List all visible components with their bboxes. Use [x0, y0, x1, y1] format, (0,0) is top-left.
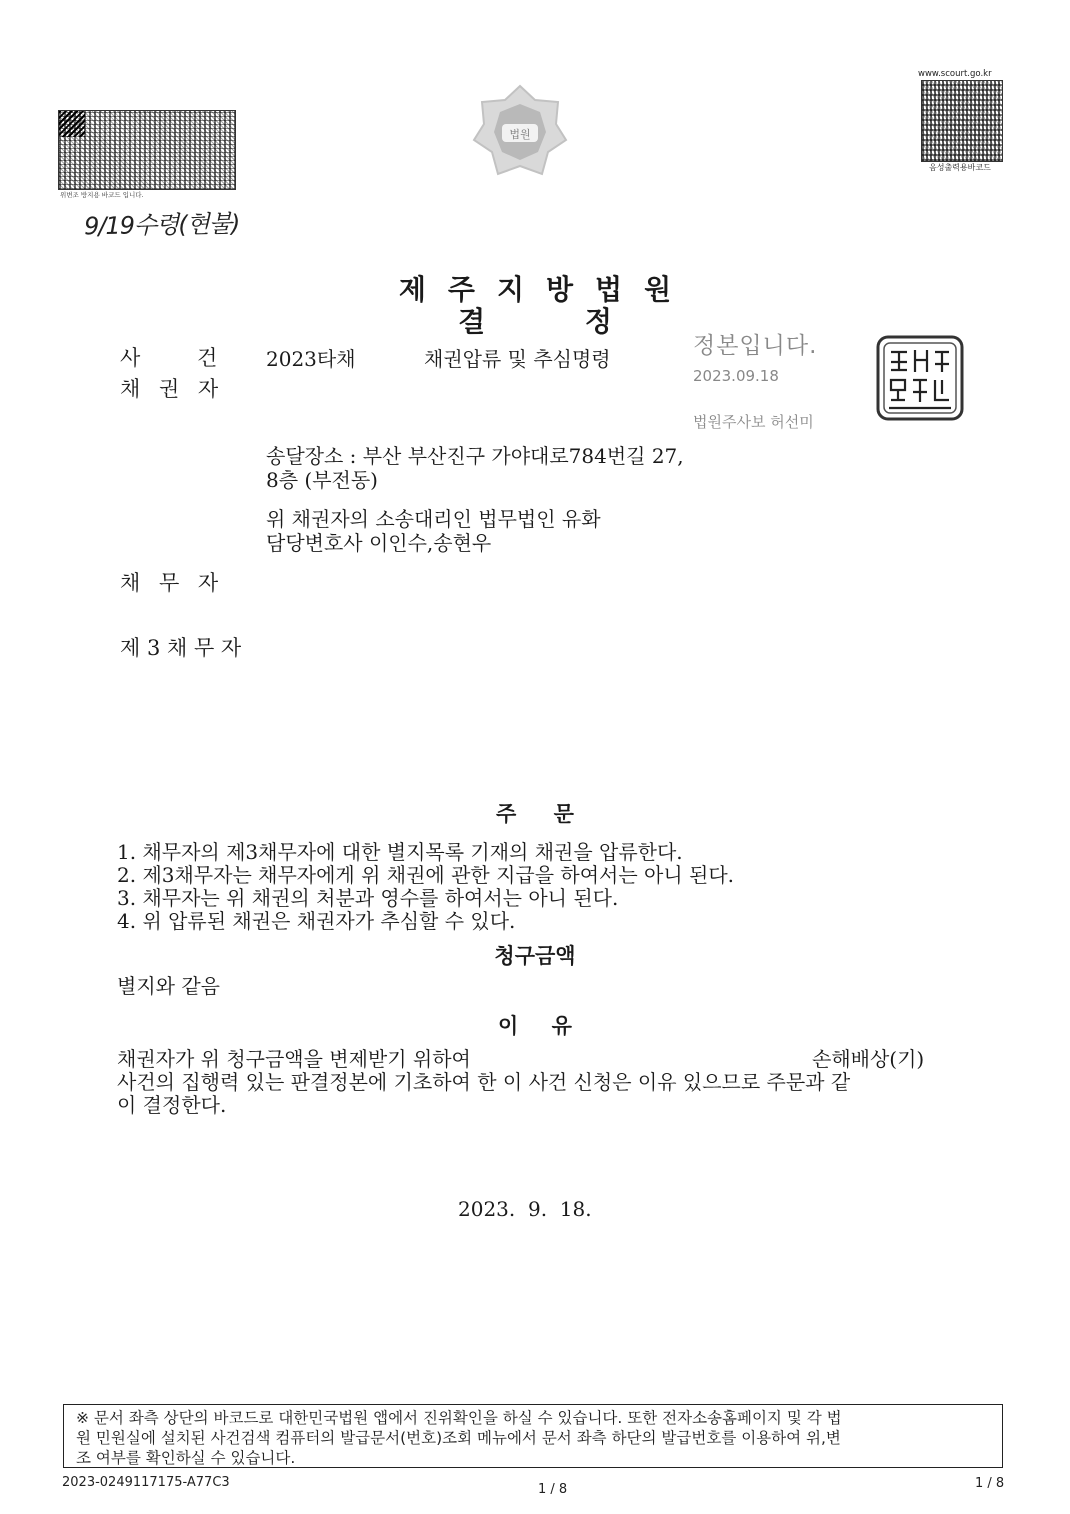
order-item-2: 2. 제3채무자는 채무자에게 위 채권에 관한 지급을 하여서는 아니 된다.: [117, 863, 735, 887]
order-heading: 주 문: [496, 802, 574, 826]
certified-copy-text: 정본입니다.: [693, 333, 818, 359]
emblem-label: 법원: [509, 128, 531, 141]
third-debtor-label: 제 3 채 무 자: [120, 636, 242, 660]
case-label: 사 건: [120, 346, 218, 370]
order-item-1: 1. 채무자의 제3채무자에 대한 별지목록 기재의 채권을 압류한다.: [117, 840, 683, 864]
service-address-line1: 송달장소 : 부산 부산진구 가야대로784번길 27,: [266, 444, 684, 468]
case-name: 채권압류 및 추심명령: [424, 347, 611, 371]
case-number: 2023타채: [266, 347, 356, 371]
order-item-3: 3. 채무자는 위 채권의 처분과 영수를 하여서는 아니 된다.: [117, 886, 619, 910]
page-number-right: 1 / 8: [975, 1476, 1005, 1491]
certification-date: 2023.09.18: [693, 367, 779, 385]
order-item-4: 4. 위 압류된 채권은 채권자가 추심할 수 있다.: [117, 909, 516, 933]
claim-heading: 청구금액: [494, 944, 576, 968]
notice-line1: ※ 문서 좌측 상단의 바코드로 대한민국법원 앱에서 진위확인을 하실 수 있습니다. 또한 전자소송홈페이지 및 각 법: [76, 1409, 842, 1427]
legal-agent-line2: 담당변호사 이인수,송현우: [266, 531, 492, 555]
legal-agent-line1: 위 채권자의 소송대리인 법무법인 유화: [266, 507, 601, 531]
document-type: 결 정: [458, 305, 612, 338]
notice-line3: 조 여부를 확인하실 수 있습니다.: [76, 1449, 296, 1467]
claim-text: 별지와 같음: [117, 974, 220, 998]
court-clerk: 법원주사보 허선미: [693, 413, 814, 431]
page-number-center: 1 / 8: [538, 1482, 568, 1497]
qr-url: www.scourt.go.kr: [918, 69, 992, 79]
official-seal-icon: [875, 334, 965, 422]
reason-heading: 이 유: [498, 1014, 572, 1038]
handwritten-note: 9/19수령(현불): [83, 209, 240, 241]
court-emblem-icon: [470, 82, 570, 182]
decision-date: 2023. 9. 18.: [458, 1197, 592, 1221]
voice-output-barcode: [921, 80, 1003, 162]
reason-line2: 사건의 집행력 있는 판결정본에 기초하여 한 이 사건 신청은 이유 있으므로 주문과 같: [117, 1070, 851, 1094]
qr-caption: 음성출력용바코드: [929, 163, 991, 172]
issue-number: 2023-0249117175-A77C3: [62, 1475, 230, 1490]
verification-notice: [63, 1404, 1003, 1468]
authenticity-barcode: [58, 110, 236, 190]
service-address-line2: 8층 (부전동): [266, 468, 378, 492]
reason-line1-right: 손해배상(기): [812, 1047, 925, 1071]
creditor-label: 채 권 자: [120, 377, 219, 401]
debtor-label: 채 무 자: [120, 571, 219, 595]
court-name: 제주지방법원: [398, 273, 694, 306]
notice-line2: 원 민원실에 설치된 사건검색 컴퓨터의 발급문서(번호)조회 메뉴에서 문서 좌측 하단의 발급번호를 이용하여 위,변: [76, 1429, 841, 1447]
reason-line1-left: 채권자가 위 청구금액을 변제받기 위하여: [117, 1047, 471, 1071]
barcode-caption: 위변조 방지용 바코드 입니다.: [60, 191, 144, 199]
reason-line3: 이 결정한다.: [117, 1093, 227, 1117]
